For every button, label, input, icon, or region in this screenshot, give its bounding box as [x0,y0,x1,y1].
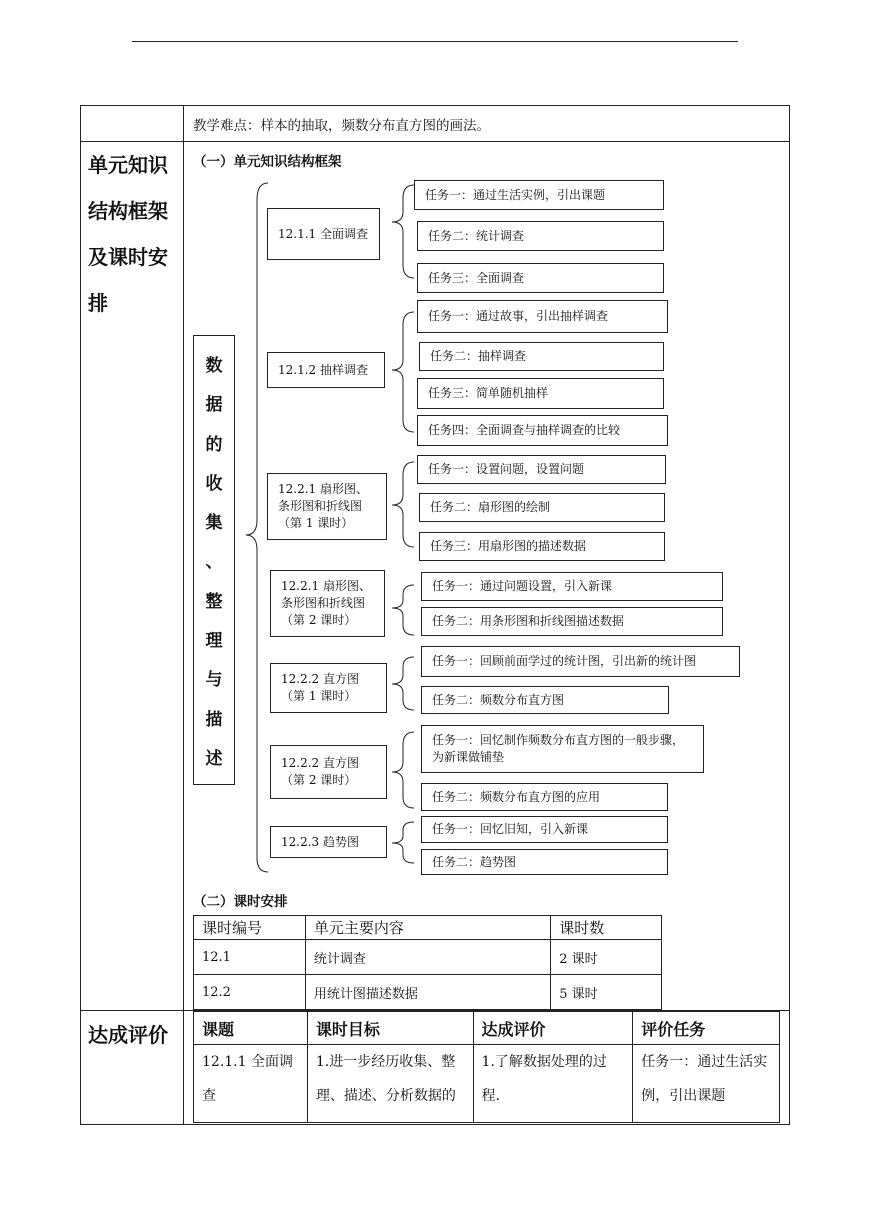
group-label-3: 12.2.1 扇形图、条形图和折线图（第 1 课时） [267,473,387,540]
group-label-6: 12.2.2 直方图（第 2 课时） [270,745,387,799]
section2-title: （二）课时安排 [193,894,288,910]
table-row: 12.1 统计调查 2 课时 [194,940,662,975]
difficulty-text: 教学难点：样本的抽取，频数分布直方图的画法。 [193,118,490,134]
task-box: 任务三：用扇形图的描述数据 [419,532,665,561]
group-label-7: 12.2.3 趋势图 [270,826,387,858]
task-box: 任务一：通过故事，引出抽样调查 [417,300,668,333]
task-box: 任务二：频数分布直方图的应用 [421,783,668,811]
group-label-1: 12.1.1 全面调查 [267,208,380,260]
group-label-4: 12.2.1 扇形图、条形图和折线图（第 2 课时） [270,570,385,637]
group-label-2: 12.1.2 抽样调查 [267,352,385,388]
task-box: 任务二：频数分布直方图 [421,686,669,714]
table-row: 课时编号 单元主要内容 课时数 [194,916,662,940]
schedule-table [193,915,662,1010]
framework-row-label: 单元知识 结构框架 及课时安 排 [88,153,168,315]
task-box: 任务一：通过问题设置，引入新课 [421,572,723,601]
task-box: 任务一：通过生活实例，引出课题 [414,180,664,210]
evaluation-table [193,1011,780,1123]
task-box: 任务一：设置问题，设置问题 [417,455,666,484]
table-row: 课题 课时目标 达成评价 评价任务 [194,1012,780,1045]
section1-title: （一）单元知识结构框架 [193,154,342,170]
group-label-5: 12.2.2 直方图（第 1 课时） [270,663,387,713]
evaluation-row-label: 达成评价 [88,1023,168,1047]
task-box: 任务二：用条形图和折线图描述数据 [421,607,723,636]
task-box: 任务一：回忆制作频数分布直方图的一般步骤，为新课做铺垫 [421,725,704,773]
task-box: 任务三：简单随机抽样 [417,378,664,409]
task-box: 任务二：趋势图 [421,849,668,875]
root-topic-box: 数 据 的 收 集 、 整 理 与 描 述 [193,335,235,785]
task-box: 任务二：统计调查 [417,221,664,251]
task-box: 任务一：回顾前面学过的统计图，引出新的统计图 [421,646,740,677]
task-box: 任务一：回忆旧知，引入新课 [421,816,668,843]
table-row: 12.1.1 全面调查 1.进一步经历收集、整理、描述、分析数据的 1.了解数据处理的过程. 任务一：通过生活实例，引出课题 [194,1045,780,1123]
task-box: 任务二：抽样调查 [419,342,664,371]
task-box: 任务二：扇形图的绘制 [419,493,665,522]
task-box: 任务三：全面调查 [417,263,664,293]
task-box: 任务四：全面调查与抽样调查的比较 [417,415,668,446]
table-row: 12.2 用统计图描述数据 5 课时 [194,975,662,1010]
